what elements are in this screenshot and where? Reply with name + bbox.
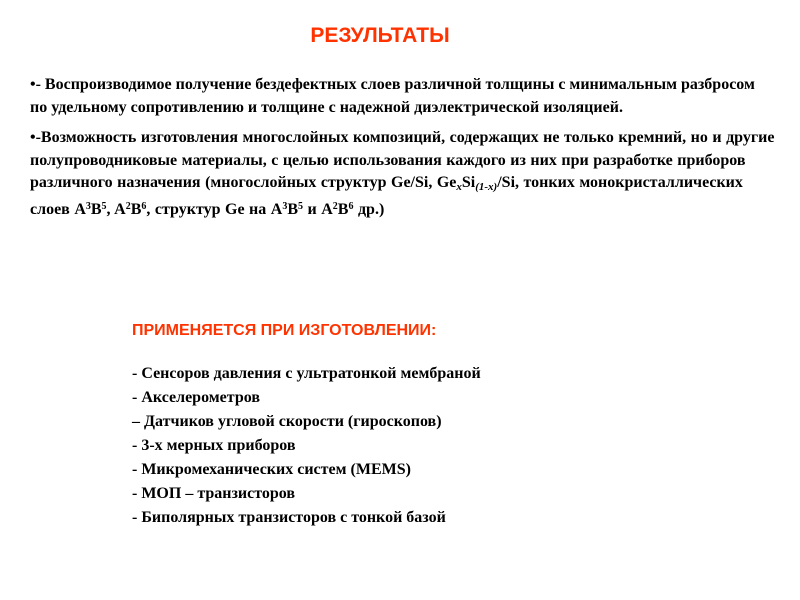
application-item: – Датчиков угловой скорости (гироскопов)	[132, 413, 442, 430]
bullet-2-b: B	[90, 200, 102, 218]
bullet-2-b2: B	[130, 200, 142, 218]
bullet-2-b3: B	[287, 200, 298, 218]
slide-title: РЕЗУЛЬТАТЫ	[310, 24, 450, 47]
bullet-2-text-3: , A	[106, 200, 126, 218]
application-item: - Микромеханических систем (MEMS)	[132, 461, 411, 478]
result-bullet-2	[30, 127, 775, 221]
superscript-3: 3	[85, 200, 91, 212]
applications-heading: ПРИМЕНЯЕТСЯ ПРИ ИЗГОТОВЛЕНИИ:	[132, 322, 437, 339]
bullet-2-text-2: /Si, тонких монокристаллических слоев A	[30, 174, 743, 218]
superscript-6b: 6	[348, 200, 354, 212]
application-item: - Биполярных транзисторов с тонкой базой	[132, 509, 446, 526]
result-bullet-1: •- Воспроизводимое получение бездефектных слоев различной толщины с минимальным разбросом по удельному сопротивлению и толщине с надежной диэлектрической изоляцией.	[30, 76, 755, 116]
superscript-2: 2	[125, 200, 131, 212]
bullet-2-si: Si	[461, 174, 476, 191]
application-item: - Сенсоров давления с ультратонкой мембраной	[132, 365, 481, 382]
bullet-2-text-4: , структур Ge на A	[146, 200, 283, 218]
bullet-2-text-6: др.)	[353, 200, 385, 218]
bullet-2-b4: B	[337, 200, 349, 218]
superscript-2b: 2	[332, 200, 338, 212]
application-item: - Акселерометров	[132, 389, 260, 406]
superscript-5b: 5	[298, 200, 303, 212]
superscript-3b: 3	[282, 200, 288, 212]
application-item: - МОП – транзисторов	[132, 485, 296, 502]
application-item: - 3-х мерных приборов	[132, 437, 296, 454]
results-section	[30, 74, 775, 229]
subscript-x: x	[456, 181, 462, 193]
bullet-2-text-5: и A	[303, 200, 333, 218]
applications-list	[132, 362, 481, 530]
subscript-1-minus-x: (1-x)	[475, 181, 498, 193]
bullet-2-text-1: •-Возможность изготовления многослойных композиций, содержащих не только кремний, но и другие полупроводниковые материалы, с целью использования каждого из них при разработке приборов различного назначения (многослойных структур Ge/Si, Ge	[30, 129, 775, 191]
superscript-6: 6	[141, 200, 147, 212]
superscript-5: 5	[101, 200, 107, 212]
